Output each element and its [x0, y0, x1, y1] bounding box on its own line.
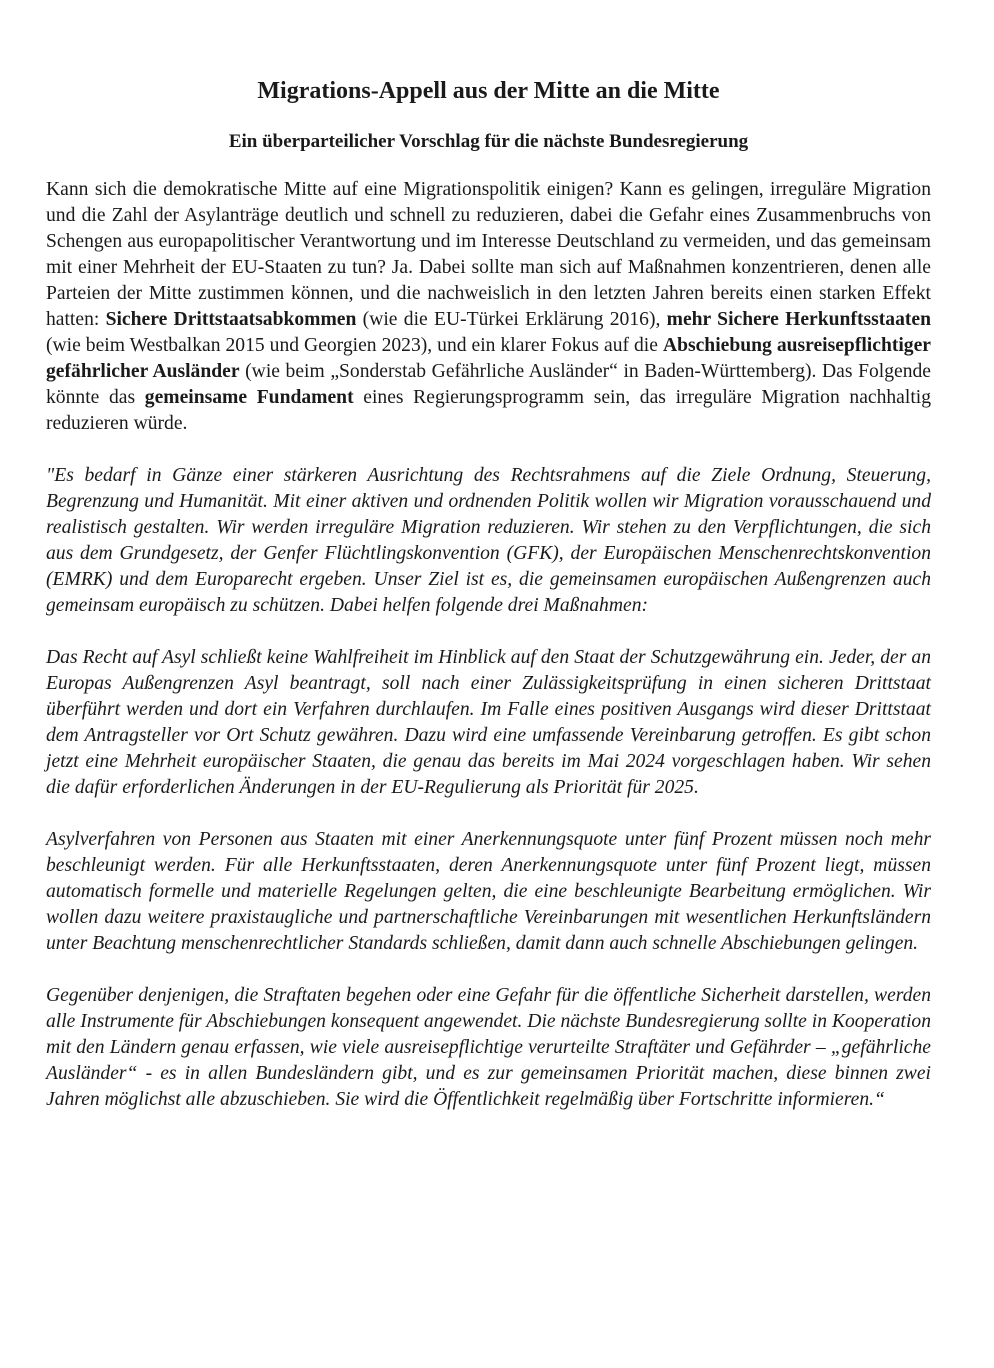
document-title: Migrations-Appell aus der Mitte an die Mitte — [257, 78, 720, 104]
quote-paragraph: Gegenüber denjenigen, die Straftaten begehen oder eine Gefahr für die öffentliche Sicherheit darstellen, werden alle Instrumente für Abschiebungen konsequent angewendet. Die nächste Bundesregierung sollte in Kooperation mit den Ländern genau erfassen, wie viele ausreisepflichtige verurteilte Straftäter und Gefährder – „gefährliche Ausländer“ - es in allen Bundesländern gibt, und es zur gemeinsamen Priorität machen, diese binnen zwei Jahren möglichst alle abzuschieben. Sie wird die Öffentlichkeit regelmäßig über Fortschritte informieren.“ — [46, 985, 931, 1110]
quote-paragraph: Das Recht auf Asyl schließt keine Wahlfreiheit im Hinblick auf den Staat der Schutzgewährung ein. Jeder, der an Europas Außengrenzen Asyl beantragt, soll nach einer Zulässigkeitsprüfung in einen sicheren Drittstaat überführt werden und dort ein Verfahren durchlaufen. Im Falle eines positiven Ausgangs wird dieser Drittstaat dem Antragsteller vor Ort Schutz gewähren. Dazu wird eine umfassende Vereinbarung getroffen. Es gibt schon jetzt eine Mehrheit europäischer Staaten, die genau das bereits im Mai 2024 vorgeschlagen haben. Wir sehen die dafür erforderlichen Änderungen in der EU-Regulierung als Priorität für 2025. — [46, 647, 931, 798]
intro-paragraph — [46, 177, 931, 437]
intro-text-segment: (wie beim Westbalkan 2015 und Georgien 2023), und ein klarer Fokus auf die — [46, 335, 663, 356]
intro-text-segment: Kann sich die demokratische Mitte auf eine Migrationspolitik einigen? Kann es gelingen, irreguläre Migration und die Zahl der Asylanträge deutlich und schnell zu reduzieren, dabei die Gefahr eines Zusammenbruchs von Schengen aus europapolitischer Verantwortung und im Interesse Deutschland zu vermeiden, und das gemeinsam mit einer Mehrheit der EU-Staaten zu tun? Ja. Dabei sollte man sich auf Maßnahmen konzentrieren, denen alle Parteien der Mitte zustimmen können, und die nachweislich in den letzten Jahren bereits einen starken Effekt hatten: — [46, 179, 931, 330]
intro-text-segment: (wie die EU-Türkei Erklärung 2016), — [356, 309, 667, 330]
intro-text-segment: eines Regierungsprogramm sein, das irreguläre Migration nachhaltig reduzieren würde. — [46, 387, 932, 434]
document-subtitle: Ein überparteilicher Vorschlag für die nächste Bundesregierung — [228, 131, 749, 152]
intro-text-segment: (wie beim „Sonderstab Gefährliche Ausländer“ in Baden-Württemberg). Das Folgende könnte das — [46, 361, 931, 408]
intro-bold-segment: Sichere Drittstaatsabkommen — [105, 309, 357, 330]
intro-bold-segment: mehr Sichere Herkunftsstaaten — [666, 309, 931, 330]
intro-bold-segment: gemeinsame Fundament — [144, 387, 354, 408]
quote-paragraph: "Es bedarf in Gänze einer stärkeren Ausrichtung des Rechtsrahmens auf die Ziele Ordnung, Steuerung, Begrenzung und Humanität. Mit einer aktiven und ordnenden Politik wollen wir Migration vorausschauend und realistisch gestalten. Wir werden irreguläre Migration reduzieren. Wir stehen zu den Verpflichtungen, die sich aus dem Grundgesetz, der Genfer Flüchtlingskonvention (GFK), der Europäischen Menschenrechtskonvention (EMRK) und dem Europarecht ergeben. Unser Ziel ist es, die gemeinsamen europäischen Außengrenzen auch gemeinsam europäisch zu schützen. Dabei helfen folgende drei Maßnahmen: — [46, 465, 931, 616]
intro-bold-segment: Abschiebung ausreisepflichtiger gefährlicher Ausländer — [46, 335, 931, 382]
quote-paragraph: Asylverfahren von Personen aus Staaten mit einer Anerkennungsquote unter fünf Prozent müssen noch mehr beschleunigt werden. Für alle Herkunftsstaaten, deren Anerkennungsquote unter fünf Prozent liegt, müssen automatisch formelle und materielle Regelungen gelten, die eine beschleunigte Bearbeitung ermöglichen. Wir wollen dazu weitere praxistaugliche und partnerschaftliche Vereinbarungen mit wesentlichen Herkunftsländern unter Beachtung menschenrechtlicher Standards schließen, damit dann auch schnelle Abschiebungen gelingen. — [46, 829, 931, 954]
